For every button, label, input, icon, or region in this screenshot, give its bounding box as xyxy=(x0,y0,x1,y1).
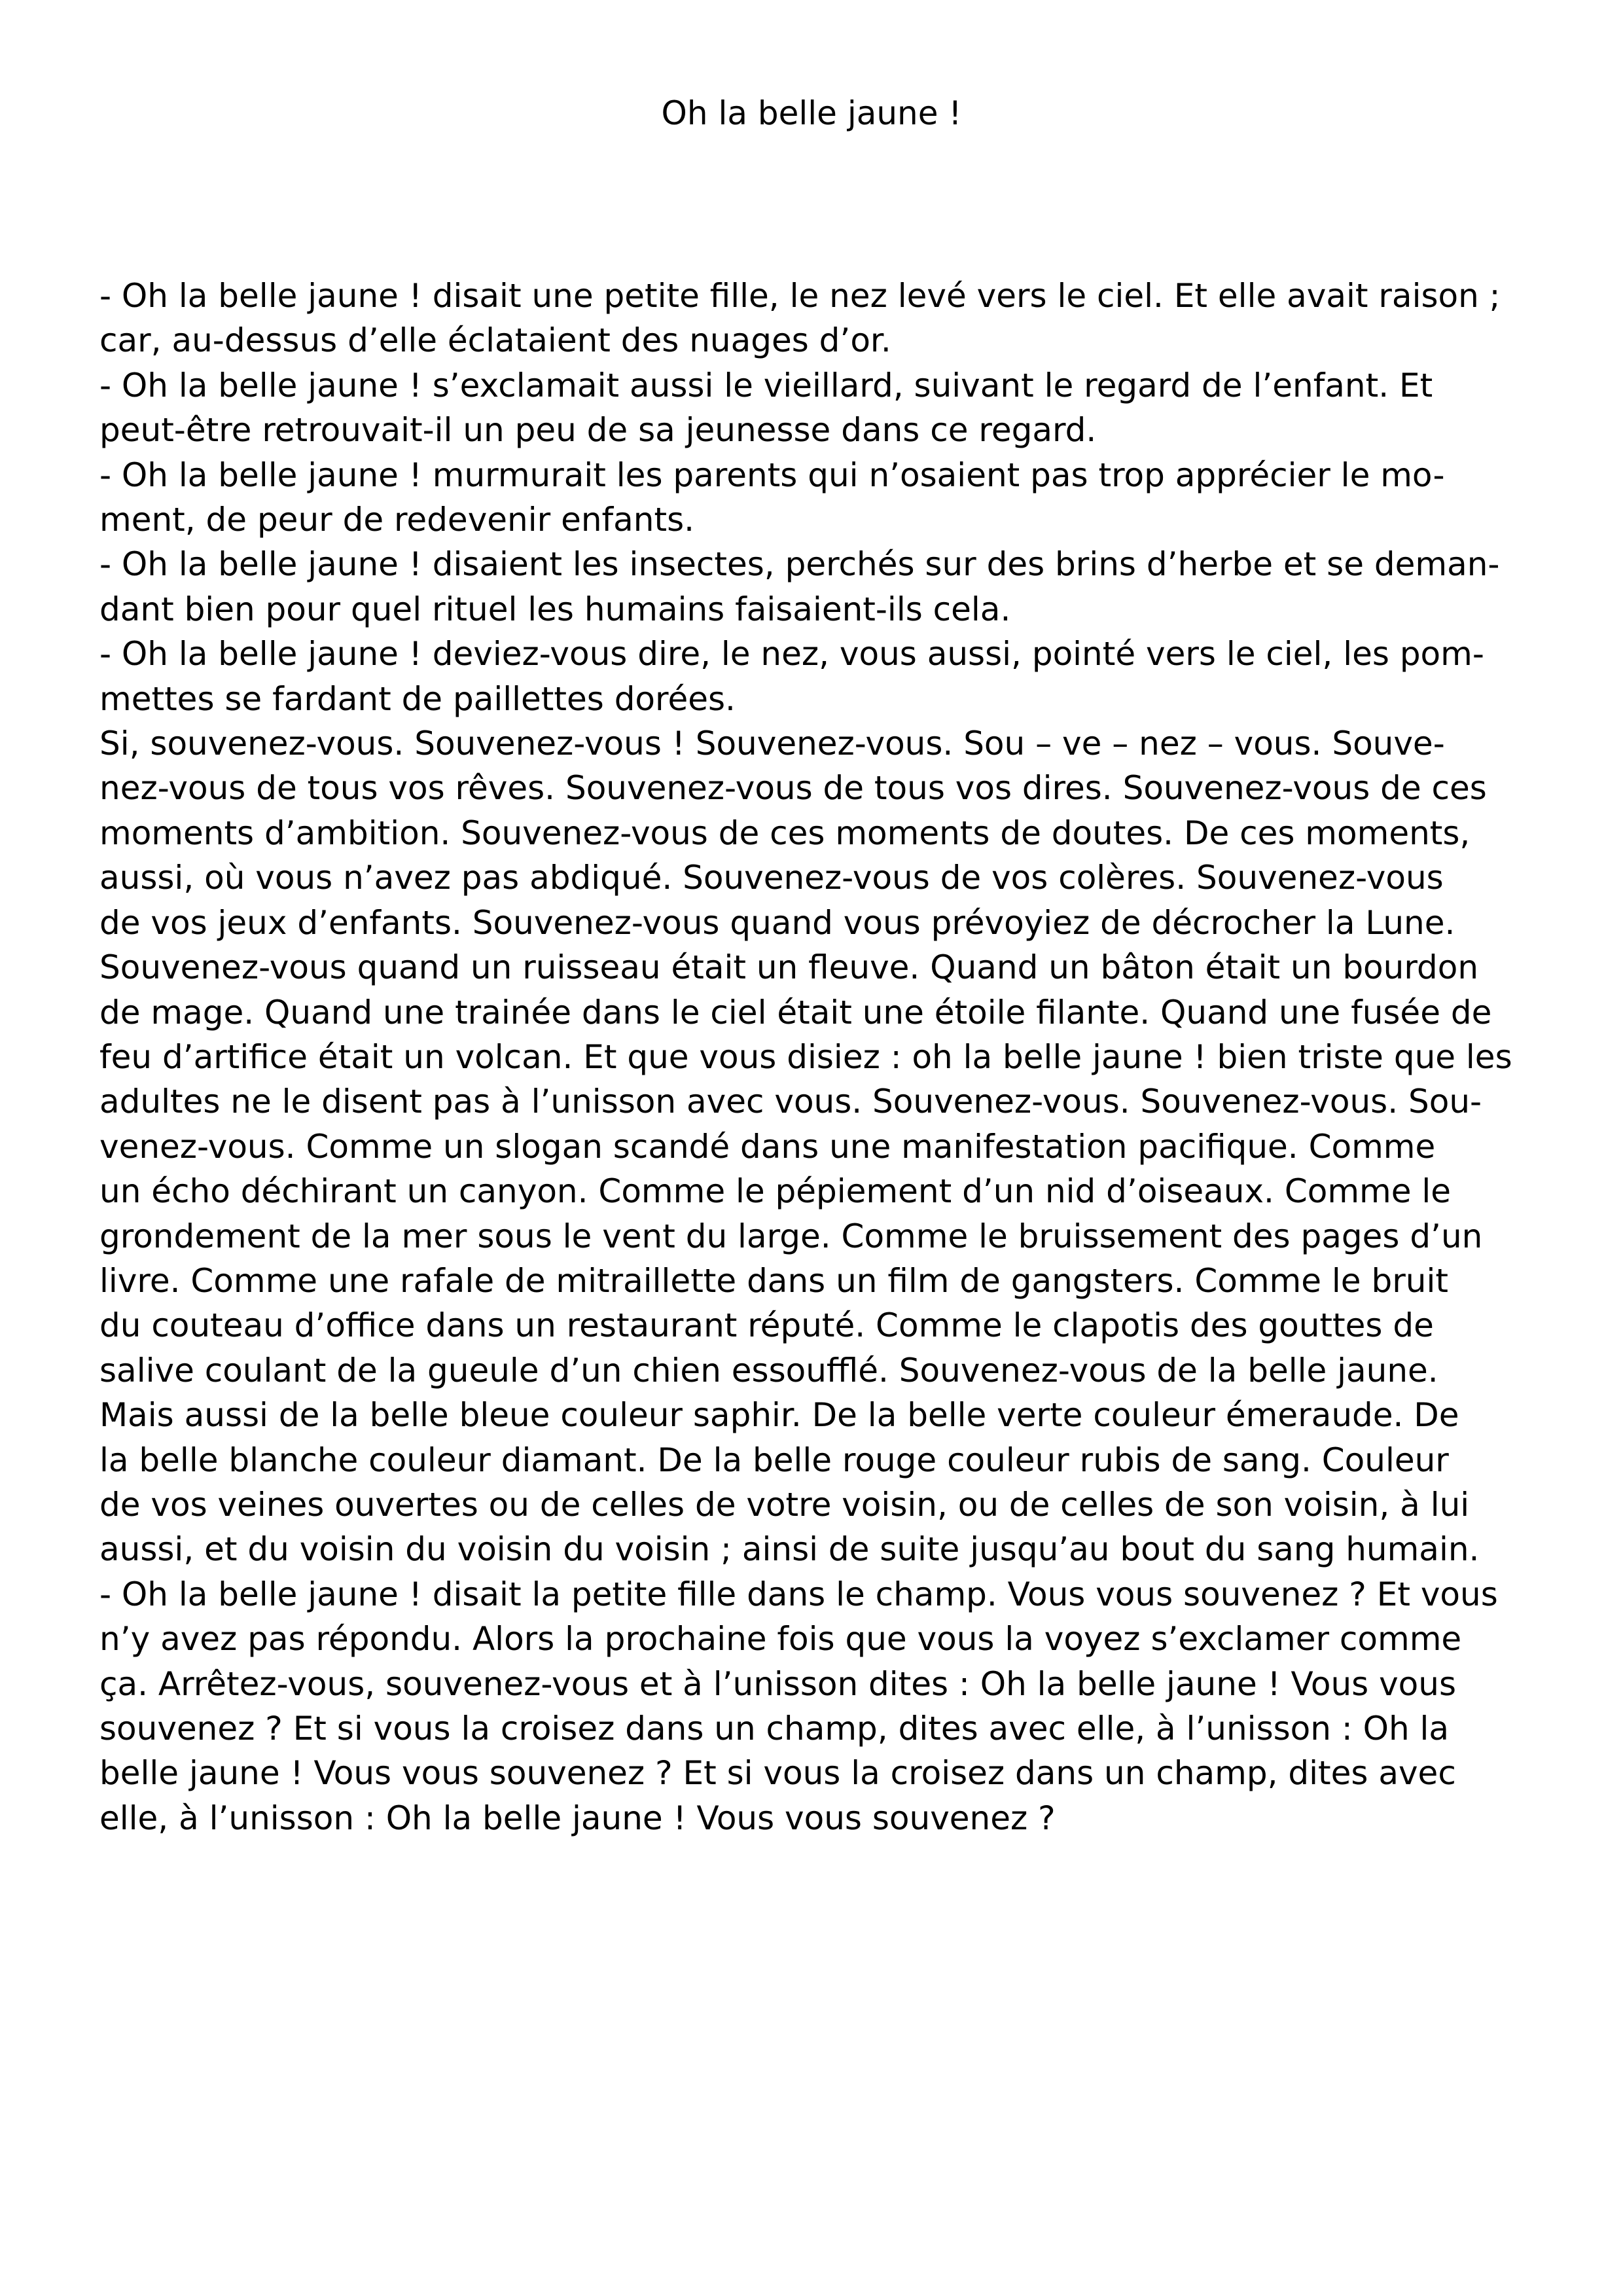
text-line: Mais aussi de la belle bleue couleur saphir. De la belle verte couleur émeraude. De xyxy=(99,1396,1459,1435)
document-title: Oh la belle jaune ! xyxy=(661,94,962,132)
text-line: salive coulant de la gueule d’un chien essoufflé. Souvenez-vous de la belle jaune. xyxy=(99,1351,1438,1390)
text-line: n’y avez pas répondu. Alors la prochaine fois que vous la voyez s’exclamer comme xyxy=(99,1620,1462,1659)
text-line: feu d’artifice était un volcan. Et que vous disiez : oh la belle jaune ! bien triste que les xyxy=(99,1037,1512,1076)
text-line: elle, à l’unisson : Oh la belle jaune ! Vous vous souvenez ? xyxy=(99,1799,1056,1837)
text-line: aussi, et du voisin du voisin du voisin ; ainsi de suite jusqu’au bout du sang humain. xyxy=(99,1530,1480,1569)
text-line: venez-vous. Comme un slogan scandé dans une manifestation pacifique. Comme xyxy=(99,1127,1436,1166)
text-line: - Oh la belle jaune ! deviez-vous dire, le nez, vous aussi, pointé vers le ciel, les pom- xyxy=(99,635,1484,673)
text-line: peut-être retrouvait-il un peu de sa jeunesse dans ce regard. xyxy=(99,411,1097,450)
text-line: Si, souvenez-vous. Souvenez-vous ! Souvenez-vous. Sou – ve – nez – vous. Souve- xyxy=(99,725,1445,763)
text-line: grondement de la mer sous le vent du large. Comme le bruissement des pages d’un xyxy=(99,1217,1483,1255)
text-line: aussi, où vous n’avez pas abdiqué. Souvenez-vous de vos colères. Souvenez-vous xyxy=(99,859,1444,897)
text-line: - Oh la belle jaune ! disait une petite fille, le nez levé vers le ciel. Et elle avait raison ; xyxy=(99,277,1501,315)
text-line: livre. Comme une rafale de mitraillette dans un film de gangsters. Comme le bruit xyxy=(99,1261,1448,1300)
text-line: belle jaune ! Vous vous souvenez ? Et si vous la croisez dans un champ, dites avec xyxy=(99,1754,1456,1793)
text-line: ment, de peur de redevenir enfants. xyxy=(99,501,695,539)
document-body xyxy=(99,274,1539,1840)
text-line: - Oh la belle jaune ! disaient les insectes, perchés sur des brins d’herbe et se deman- xyxy=(99,545,1500,584)
text-line: - Oh la belle jaune ! murmurait les parents qui n’osaient pas trop apprécier le mo- xyxy=(99,456,1445,494)
text-line: la belle blanche couleur diamant. De la belle rouge couleur rubis de sang. Couleur xyxy=(99,1441,1449,1479)
text-line: - Oh la belle jaune ! s’exclamait aussi le vieillard, suivant le regard de l’enfant. Et xyxy=(99,366,1433,404)
text-line: mettes se fardant de paillettes dorées. xyxy=(99,679,736,718)
text-line: adultes ne le disent pas à l’unisson avec vous. Souvenez-vous. Souvenez-vous. Sou- xyxy=(99,1083,1482,1121)
text-line: Souvenez-vous quand un ruisseau était un fleuve. Quand un bâton était un bourdon xyxy=(99,948,1479,987)
text-line: de mage. Quand une trainée dans le ciel était une étoile filante. Quand une fusée de xyxy=(99,993,1492,1031)
text-line: de vos jeux d’enfants. Souvenez-vous quand vous prévoyiez de décrocher la Lune. xyxy=(99,903,1455,942)
text-line: ça. Arrêtez-vous, souvenez-vous et à l’unisson dites : Oh la belle jaune ! Vous vous xyxy=(99,1664,1456,1703)
text-line: - Oh la belle jaune ! disait la petite fille dans le champ. Vous vous souvenez ? Et vous xyxy=(99,1575,1498,1613)
text-line: moments d’ambition. Souvenez-vous de ces moments de doutes. De ces moments, xyxy=(99,814,1471,852)
text-line: souvenez ? Et si vous la croisez dans un champ, dites avec elle, à l’unisson : Oh la xyxy=(99,1710,1450,1748)
text-line: du couteau d’office dans un restaurant réputé. Comme le clapotis des gouttes de xyxy=(99,1306,1434,1345)
text-line: car, au-dessus d’elle éclataient des nuages d’or. xyxy=(99,321,891,360)
text-line: dant bien pour quel rituel les humains faisaient-ils cela. xyxy=(99,590,1011,628)
text-line: un écho déchirant un canyon. Comme le pépiement d’un nid d’oiseaux. Comme le xyxy=(99,1172,1452,1211)
text-line: nez-vous de tous vos rêves. Souvenez-vous de tous vos dires. Souvenez-vous de ces xyxy=(99,769,1487,808)
text-line: de vos veines ouvertes ou de celles de votre voisin, ou de celles de son voisin, à lui xyxy=(99,1485,1470,1524)
